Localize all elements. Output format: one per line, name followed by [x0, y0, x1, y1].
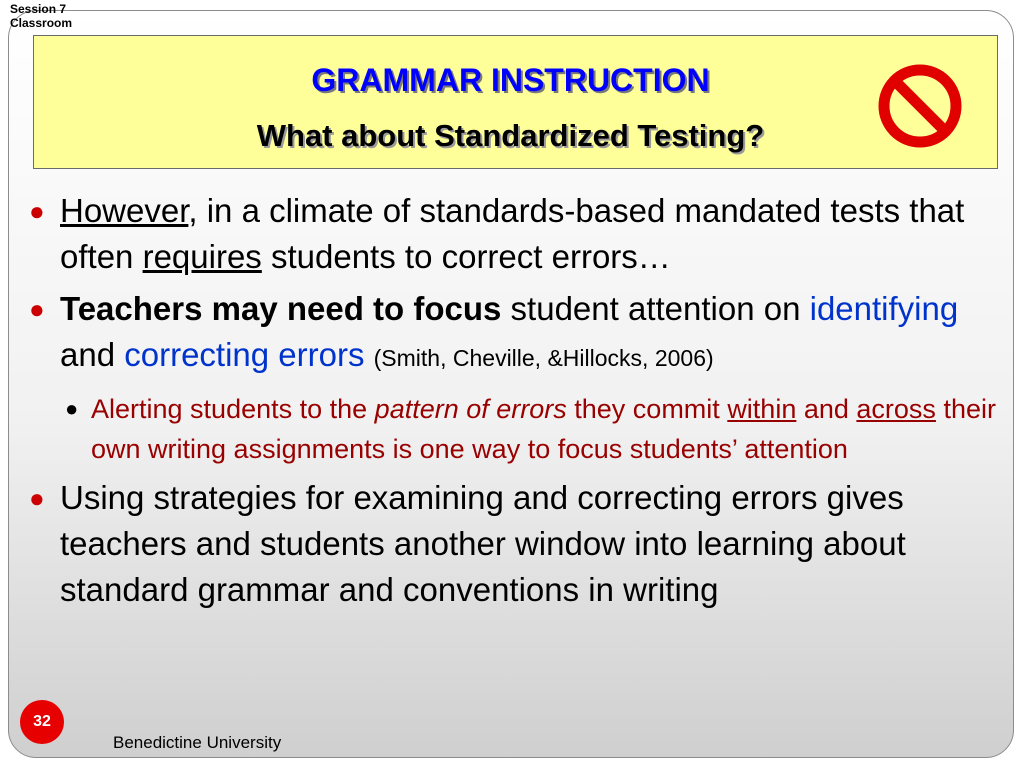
bullet-marker: ● [29, 294, 45, 324]
bullet-2 [25, 286, 1010, 381]
no-symbol-icon [877, 63, 963, 149]
sub-bullet-within: within [727, 394, 797, 424]
slide-title: GRAMMAR INSTRUCTION [311, 62, 710, 98]
bullet-3-text: Using strategies for examining and correcting errors gives teachers and students another window into learning about standard grammar and conventions in writing [60, 479, 906, 608]
bullet-1-requires: requires [142, 238, 262, 275]
bullet-3 [25, 475, 1010, 613]
sub-bullet-across: across [856, 394, 936, 424]
footer-university: Benedictine University [113, 733, 282, 752]
sub-bullet-text-end: their own writing assignments is one way to focus students’ attention [91, 394, 996, 464]
title-box [33, 35, 998, 169]
bullet-2-space [364, 336, 373, 373]
bullet-2-correcting-errors: correcting errors [124, 336, 365, 373]
bullet-marker: ● [29, 483, 45, 513]
bullet-1-text-end: students to correct errors… [261, 238, 671, 275]
sub-bullet-marker: ● [65, 396, 79, 421]
session-line-1: Session 7 [10, 2, 67, 16]
bullet-marker: ● [29, 196, 45, 226]
session-line-2: Classroom [10, 16, 73, 30]
sub-bullet-text-2: they commit [566, 394, 728, 424]
sub-bullet [25, 389, 1010, 469]
bullet-2-text: student attention on [501, 290, 810, 327]
bullet-2-bold: Teachers may need to focus [60, 290, 502, 327]
bullet-1-however: However [60, 192, 189, 229]
sub-bullet-and: and [796, 394, 857, 424]
bullet-1 [25, 188, 1010, 280]
bullet-2-citation: (Smith, Cheville, &Hillocks, 2006) [373, 345, 714, 371]
bullet-2-and: and [60, 336, 125, 373]
bullet-1-text: , in a climate of standards-based mandated tests that often [60, 192, 965, 275]
bullet-2-identifying: identifying [809, 290, 959, 327]
sub-bullet-pattern: pattern of errors [374, 394, 567, 424]
page-number-badge: 32 [20, 700, 64, 744]
slide-subtitle: What about Standardized Testing? [256, 118, 765, 153]
sub-bullet-text: Alerting students to the [91, 394, 375, 424]
session-label [10, 2, 72, 30]
slide-content [25, 188, 1010, 613]
